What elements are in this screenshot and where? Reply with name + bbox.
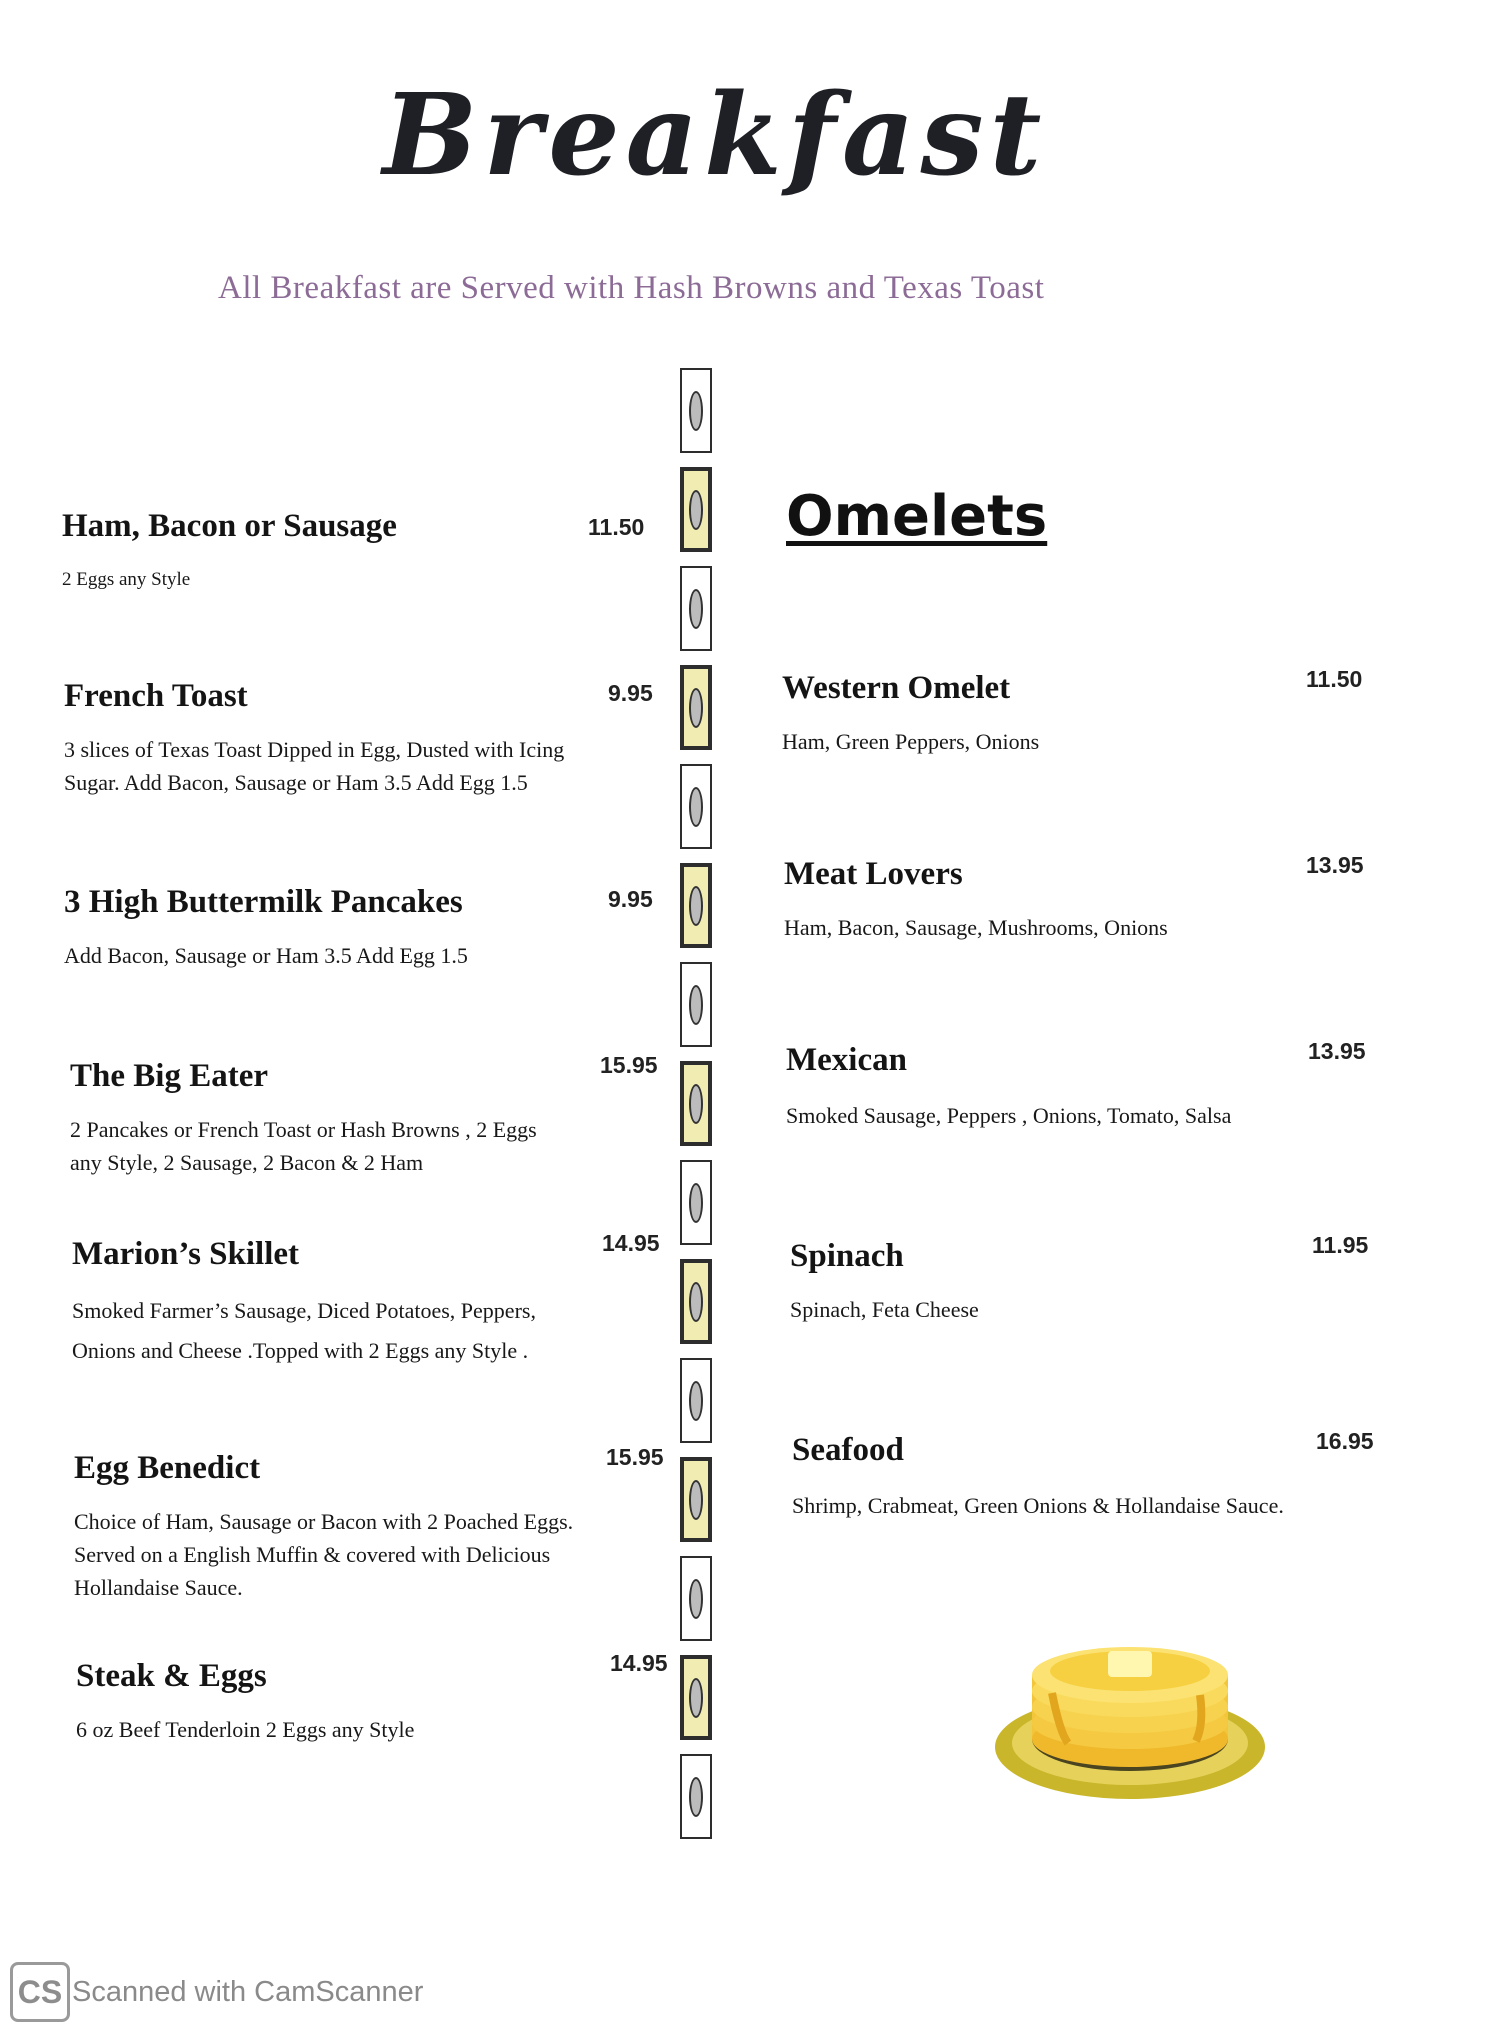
watermark-text: Scanned with CamScanner — [72, 1975, 424, 2008]
omelet-item-seafood — [792, 1432, 1312, 1524]
item-description: Spinach, Feta Cheese — [790, 1297, 979, 1322]
menu-item-big-eater — [70, 1058, 570, 1179]
item-price: 13.95 — [1306, 852, 1364, 878]
item-price: 13.95 — [1308, 1038, 1366, 1064]
divider-tile — [680, 1358, 712, 1443]
item-price: 11.50 — [1306, 666, 1363, 692]
menu-item-marions-skillet — [72, 1236, 552, 1371]
divider-tile — [680, 1259, 712, 1344]
divider-tile — [680, 1160, 712, 1245]
item-name: Marion’s Skillet — [72, 1236, 300, 1272]
item-name: Spinach — [790, 1238, 904, 1274]
item-description: Add Bacon, Sausage or Ham 3.5 Add Egg 1.5 — [64, 943, 468, 968]
omelet-item-meat-lovers — [784, 856, 1324, 944]
omelet-item-mexican — [786, 1042, 1286, 1134]
item-price: 11.50 — [588, 514, 645, 540]
item-description: 2 Pancakes or French Toast or Hash Browns , 2 Eggs any Style, 2 Sausage, 2 Bacon & 2 Ham — [70, 1117, 537, 1175]
divider-tile — [680, 467, 712, 552]
item-description: 3 slices of Texas Toast Dipped in Egg, Dusted with Icing Sugar. Add Bacon, Sausage or Ham 3.5 Add Egg 1.5 — [64, 737, 565, 795]
item-description: Ham, Green Peppers, Onions — [782, 729, 1040, 754]
item-price: 11.95 — [1312, 1232, 1369, 1258]
item-description: Shrimp, Crabmeat, Green Onions & Hollandaise Sauce. — [792, 1493, 1284, 1518]
item-name: Western Omelet — [782, 670, 1011, 706]
divider-tile — [680, 764, 712, 849]
item-name: Seafood — [792, 1432, 904, 1468]
tile-border-icon — [680, 368, 720, 1848]
item-description: Smoked Sausage, Peppers , Onions, Tomato, Salsa — [786, 1103, 1232, 1128]
item-name: Ham, Bacon or Sausage — [62, 508, 397, 544]
divider-tile — [680, 1061, 712, 1146]
menu-item-buttermilk-pancakes — [64, 884, 584, 972]
divider-tile — [680, 962, 712, 1047]
menu-title: Breakfast — [382, 70, 1048, 201]
omelet-item-spinach — [790, 1238, 1330, 1326]
divider-tile — [680, 566, 712, 651]
menu-item-egg-benedict — [74, 1450, 594, 1604]
camscanner-logo-icon: CS — [10, 1962, 70, 2022]
item-price: 9.95 — [608, 886, 653, 912]
item-price: 16.95 — [1316, 1428, 1374, 1454]
divider-tile — [680, 368, 712, 453]
divider-tile — [680, 1655, 712, 1740]
scanner-watermark — [10, 1962, 423, 2022]
item-name: Egg Benedict — [74, 1450, 261, 1486]
divider-tile — [680, 1457, 712, 1542]
omelets-heading: Omelets — [786, 484, 1048, 549]
item-price: 9.95 — [608, 680, 653, 706]
item-price: 14.95 — [602, 1230, 660, 1256]
divider-tile — [680, 1556, 712, 1641]
menu-subtitle: All Breakfast are Served with Hash Browns and Texas Toast — [218, 270, 1045, 306]
divider-tile — [680, 665, 712, 750]
item-name: Steak & Eggs — [76, 1658, 267, 1694]
pancake-stack-icon — [990, 1615, 1270, 1819]
divider-tile — [680, 1754, 712, 1839]
item-description: Choice of Ham, Sausage or Bacon with 2 Poached Eggs. Served on a English Muffin & covered with Delicious Hollandaise Sauce. — [74, 1509, 574, 1600]
item-price: 15.95 — [600, 1052, 658, 1078]
item-description: 6 oz Beef Tenderloin 2 Eggs any Style — [76, 1717, 415, 1742]
item-name: 3 High Buttermilk Pancakes — [64, 884, 463, 920]
menu-item-french-toast — [64, 678, 584, 799]
item-description: Smoked Farmer’s Sausage, Diced Potatoes, Peppers, Onions and Cheese .Topped with 2 Eggs any Style . — [72, 1298, 536, 1363]
menu-item-steak-eggs — [76, 1658, 596, 1746]
item-description: Ham, Bacon, Sausage, Mushrooms, Onions — [784, 915, 1168, 940]
item-name: Meat Lovers — [784, 856, 963, 892]
divider-tile — [680, 863, 712, 948]
item-name: The Big Eater — [70, 1058, 268, 1094]
item-name: Mexican — [786, 1042, 907, 1078]
item-description: 2 Eggs any Style — [62, 569, 191, 590]
omelet-item-western — [782, 670, 1322, 758]
item-name: French Toast — [64, 678, 248, 714]
menu-item-ham-bacon-sausage — [62, 508, 582, 596]
item-price: 15.95 — [606, 1444, 664, 1470]
item-price: 14.95 — [610, 1650, 668, 1676]
